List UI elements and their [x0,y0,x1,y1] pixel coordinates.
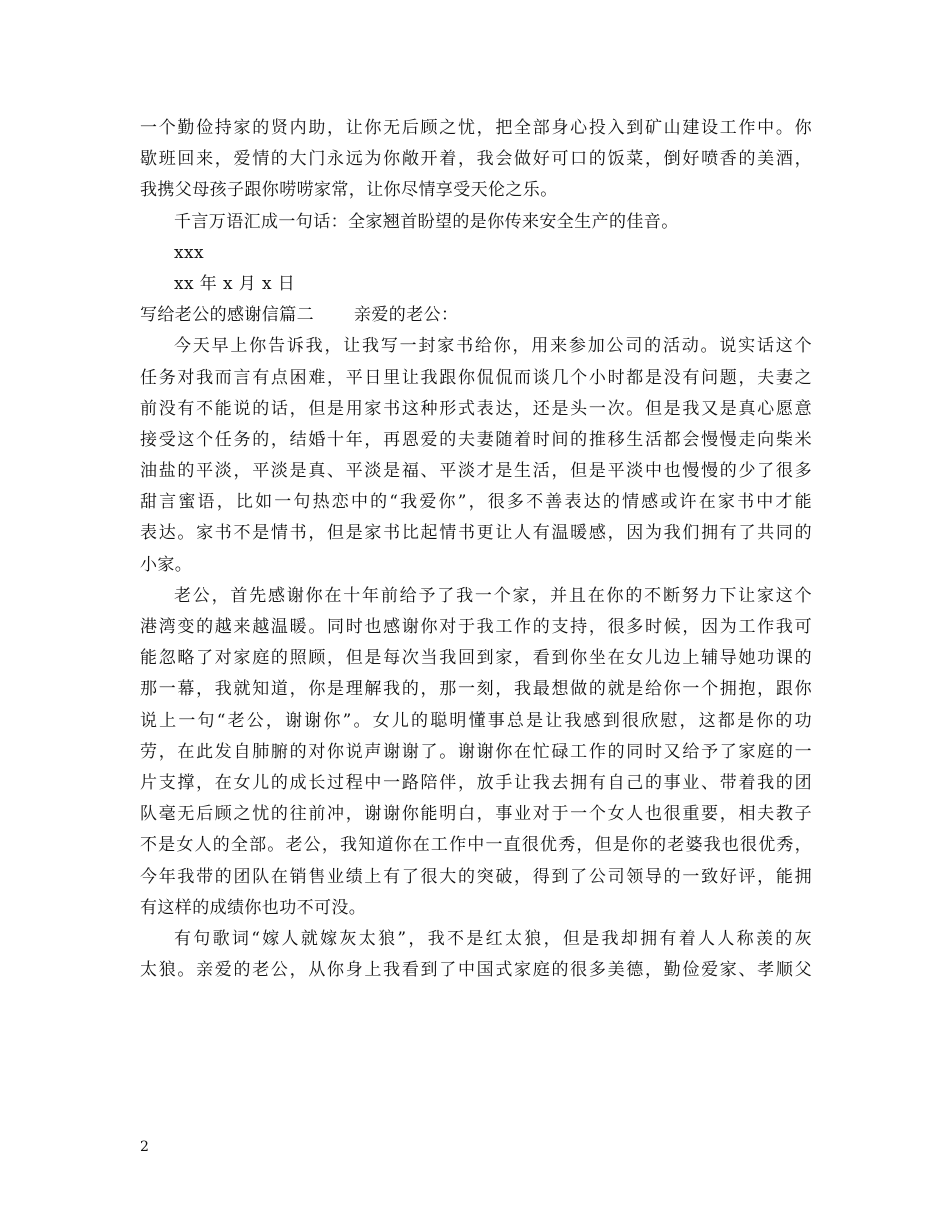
section-salutation: 亲爱的老公： [354,305,459,326]
body-line: 今年我带的团队在销售业绩上有了很大的突破，得到了公司领导的一致好评，能拥 [140,866,812,887]
signature-date: xx 年 x 月 x 日 [174,273,296,294]
body-line: 不是女人的全部。老公，我知道你在工作中一直很优秀，但是你的老婆我也很优秀， [140,835,812,856]
body-line: 劳，在此发自肺腑的对你说声谢谢了。谢谢你在忙碌工作的同时又给予了家庭的一 [140,741,812,762]
body-line: 油盐的平淡，平淡是真、平淡是福、平淡才是生活，但是平淡中也慢慢的少了很多 [140,461,812,482]
page-number: 2 [140,1139,149,1155]
body-line: 表达。家书不是情书，但是家书比起情书更让人有温暖感，因为我们拥有了共同的 [140,523,812,544]
body-line: 能忽略了对家庭的照顾，但是每次当我回到家，看到你坐在女儿边上辅导她功课的 [140,648,812,669]
body-line: 片支撑，在女儿的成长过程中一路陪伴，放手让我去拥有自己的事业、带着我的团 [140,772,812,793]
section-title: 写给老公的感谢信篇二 [140,305,314,326]
body-line: 任务对我而言有点困难，平日里让我跟你侃侃而谈几个小时都是没有问题，夫妻之 [140,367,812,388]
section-heading [140,300,812,331]
body-line: 老公，首先感谢你在十年前给予了我一个家，并且在你的不断努力下让家这个 [174,585,812,606]
body-line: 小家。 [140,554,193,575]
body-line: 有这样的成绩你也功不可没。 [140,897,367,918]
body-line: 有句歌词“嫁人就嫁灰太狼”，我不是红太狼，但是我却拥有着人人称羡的灰 [174,928,812,949]
body-line: 我携父母孩子跟你唠唠家常，让你尽情享受天伦之乐。 [140,180,558,201]
body-line: 队毫无后顾之忧的往前冲，谢谢你能明白，事业对于一个女人也很重要，相夫教子 [140,804,812,825]
body-line: 太狼。亲爱的老公，从你身上我看到了中国式家庭的很多美德，勤俭爱家、孝顺父 [140,960,812,981]
body-line: 前没有不能说的话，但是用家书这种形式表达，还是头一次。但是我又是真心愿意 [140,398,812,419]
body-line: 那一幕，我就知道，你是理解我的，那一刻，我最想做的就是给你一个拥抱，跟你 [140,679,812,700]
body-line: 一个勤俭持家的贤内助，让你无后顾之忧，把全部身心投入到矿山建设工作中。你 [140,118,812,138]
body-line: 接受这个任务的，结婚十年，再恩爱的夫妻随着时间的推移生活都会慢慢走向柴米 [140,429,812,450]
body-line: 港湾变的越来越温暖。同时也感谢你对于我工作的支持，很多时候，因为工作我可 [140,617,812,637]
body-line: 今天早上你告诉我，让我写一封家书给你，用来参加公司的活动。说实话这个 [174,336,812,357]
body-line: 甜言蜜语，比如一句热恋中的“我爱你”，很多不善表达的情感或许在家书中才能 [140,492,812,513]
signature-name: xxx [174,242,204,263]
body-line: 说上一句“老公，谢谢你”。女儿的聪明懂事总是让我感到很欣慰，这都是你的功 [140,710,812,731]
letter-body [140,113,812,986]
body-line: 千言万语汇成一句话：全家翘首盼望的是你传来安全生产的佳音。 [174,211,679,232]
body-line: 歇班回来，爱情的大门永远为你敞开着，我会做好可口的饭菜，倒好喷香的美酒， [140,149,812,170]
